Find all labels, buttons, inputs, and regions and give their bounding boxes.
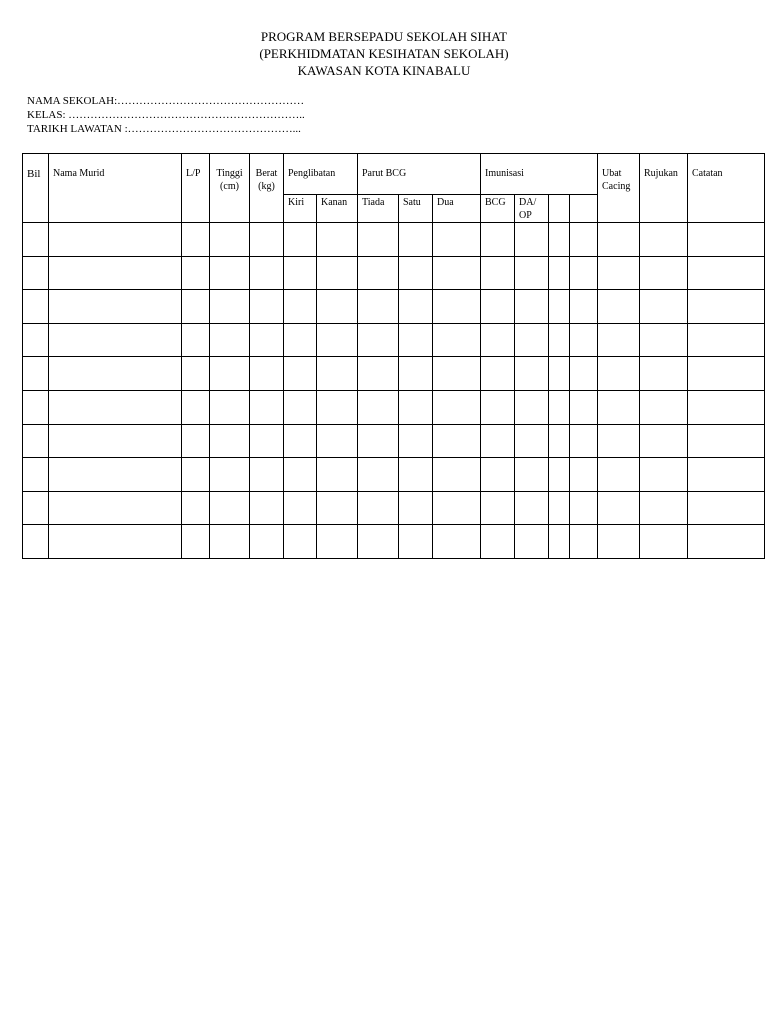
table-cell[interactable] — [210, 390, 250, 424]
header-penglibatan: Penglibatan — [284, 154, 358, 195]
subheader-blank-2 — [570, 195, 598, 223]
table-cell[interactable] — [23, 357, 49, 391]
table-cell[interactable] — [549, 525, 570, 559]
header-bil: Bil — [23, 154, 49, 223]
table-cell[interactable] — [182, 323, 210, 357]
table-cell[interactable] — [358, 390, 399, 424]
table-cell[interactable] — [250, 256, 284, 290]
subheader-dua: Dua — [433, 195, 481, 223]
table-cell[interactable] — [640, 357, 688, 391]
table-cell[interactable] — [688, 290, 765, 324]
table-cell[interactable] — [688, 424, 765, 458]
table-cell[interactable] — [317, 424, 358, 458]
title-line-2: (PERKHIDMATAN KESIHATAN SEKOLAH) — [259, 46, 509, 61]
table-cell[interactable] — [358, 525, 399, 559]
table-cell[interactable] — [481, 357, 515, 391]
table-cell[interactable] — [549, 491, 570, 525]
table-cell[interactable] — [284, 290, 317, 324]
table-cell[interactable] — [549, 290, 570, 324]
table-cell[interactable] — [640, 390, 688, 424]
table-cell[interactable] — [481, 424, 515, 458]
table-cell[interactable] — [358, 491, 399, 525]
subheader-kiri: Kiri — [284, 195, 317, 223]
table-cell[interactable] — [598, 223, 640, 257]
table-cell[interactable] — [515, 525, 549, 559]
table-cell[interactable] — [570, 390, 598, 424]
table-cell[interactable] — [317, 491, 358, 525]
table-cell[interactable] — [284, 256, 317, 290]
table-cell[interactable] — [549, 357, 570, 391]
header-imunisasi: Imunisasi — [481, 154, 598, 195]
table-cell[interactable] — [433, 525, 481, 559]
table-cell[interactable] — [688, 525, 765, 559]
table-cell[interactable] — [284, 323, 317, 357]
table-cell[interactable] — [317, 390, 358, 424]
table-cell[interactable] — [358, 256, 399, 290]
table-cell[interactable] — [433, 424, 481, 458]
table-cell[interactable] — [598, 323, 640, 357]
table-row — [23, 223, 765, 257]
nama-sekolah-field[interactable]: NAMA SEKOLAH:…………………………………………… — [27, 95, 305, 107]
table-cell[interactable] — [515, 290, 549, 324]
title-line-3: KAWASAN KOTA KINABALU — [297, 63, 471, 78]
table-cell[interactable] — [433, 223, 481, 257]
table-cell[interactable] — [598, 256, 640, 290]
table-cell[interactable] — [688, 357, 765, 391]
table-cell[interactable] — [549, 458, 570, 492]
header-lp: L/P — [182, 154, 210, 223]
table-cell[interactable] — [284, 424, 317, 458]
table-cell[interactable] — [640, 323, 688, 357]
subheader-kanan: Kanan — [317, 195, 358, 223]
table-cell[interactable] — [598, 290, 640, 324]
table-cell[interactable] — [210, 256, 250, 290]
table-cell[interactable] — [688, 256, 765, 290]
table-body — [23, 223, 765, 559]
table-cell[interactable] — [640, 491, 688, 525]
header-berat: Berat (kg) — [250, 154, 284, 223]
table-cell[interactable] — [481, 525, 515, 559]
table-cell[interactable] — [640, 290, 688, 324]
table-cell[interactable] — [433, 256, 481, 290]
table-cell[interactable] — [358, 357, 399, 391]
table-cell[interactable] — [284, 491, 317, 525]
table-cell[interactable] — [399, 357, 433, 391]
table-cell[interactable] — [598, 424, 640, 458]
table-cell[interactable] — [570, 323, 598, 357]
table-cell[interactable] — [182, 390, 210, 424]
table-cell[interactable] — [23, 424, 49, 458]
table-cell[interactable] — [250, 290, 284, 324]
table-cell[interactable] — [515, 424, 549, 458]
table-cell[interactable] — [210, 424, 250, 458]
table-cell[interactable] — [433, 491, 481, 525]
table-cell[interactable] — [210, 323, 250, 357]
table-cell[interactable] — [515, 256, 549, 290]
table-cell[interactable] — [182, 424, 210, 458]
kelas-field[interactable]: KELAS: ……………………………………………………….. — [27, 109, 305, 121]
subheader-satu: Satu — [399, 195, 433, 223]
table-cell[interactable] — [399, 256, 433, 290]
table-cell[interactable] — [23, 491, 49, 525]
table-row — [23, 491, 765, 525]
table-cell[interactable] — [688, 458, 765, 492]
table-cell[interactable] — [481, 256, 515, 290]
table-cell[interactable] — [182, 525, 210, 559]
table-cell[interactable] — [23, 458, 49, 492]
table-cell[interactable] — [317, 458, 358, 492]
table-cell[interactable] — [640, 458, 688, 492]
table-cell[interactable] — [182, 491, 210, 525]
table-cell[interactable] — [688, 390, 765, 424]
table-cell[interactable] — [182, 357, 210, 391]
table-cell[interactable] — [399, 390, 433, 424]
table-cell[interactable] — [49, 525, 182, 559]
table-cell[interactable] — [570, 223, 598, 257]
table-cell[interactable] — [640, 256, 688, 290]
table-cell[interactable] — [23, 256, 49, 290]
table-cell[interactable] — [182, 458, 210, 492]
table-row — [23, 390, 765, 424]
table-cell[interactable] — [598, 458, 640, 492]
table-cell[interactable] — [23, 525, 49, 559]
table-cell[interactable] — [210, 357, 250, 391]
header-parut-bcg: Parut BCG — [358, 154, 481, 195]
table-cell[interactable] — [570, 256, 598, 290]
table-cell[interactable] — [358, 458, 399, 492]
header-nama-murid: Nama Murid — [49, 154, 182, 223]
table-cell[interactable] — [570, 290, 598, 324]
table-cell[interactable] — [250, 424, 284, 458]
header-catatan: Catatan — [688, 154, 765, 223]
table-row — [23, 424, 765, 458]
table-cell[interactable] — [358, 424, 399, 458]
table-cell[interactable] — [23, 223, 49, 257]
table-cell[interactable] — [250, 390, 284, 424]
header-ubat-cacing: Ubat Cacing — [598, 154, 640, 223]
table-cell[interactable] — [481, 323, 515, 357]
table-cell[interactable] — [49, 357, 182, 391]
title-line-1: PROGRAM BERSEPADU SEKOLAH SIHAT — [260, 29, 508, 44]
header-rujukan: Rujukan — [640, 154, 688, 223]
table-cell[interactable] — [23, 323, 49, 357]
header-tinggi: Tinggi (cm) — [210, 154, 250, 223]
table-cell[interactable] — [317, 290, 358, 324]
table-cell[interactable] — [399, 323, 433, 357]
table-cell[interactable] — [481, 491, 515, 525]
table-cell[interactable] — [49, 491, 182, 525]
table-row — [23, 357, 765, 391]
table-cell[interactable] — [182, 256, 210, 290]
table-cell[interactable] — [481, 390, 515, 424]
tarikh-lawatan-field[interactable]: TARIKH LAWATAN :………………………………………... — [27, 123, 301, 135]
table-cell[interactable] — [317, 357, 358, 391]
table-row — [23, 256, 765, 290]
table-cell[interactable] — [688, 223, 765, 257]
table-cell[interactable] — [284, 525, 317, 559]
table-cell[interactable] — [640, 223, 688, 257]
table-cell[interactable] — [182, 223, 210, 257]
table-cell[interactable] — [598, 525, 640, 559]
table-cell[interactable] — [570, 357, 598, 391]
table-cell[interactable] — [549, 424, 570, 458]
table-cell[interactable] — [358, 223, 399, 257]
table-cell[interactable] — [570, 491, 598, 525]
table-row — [23, 323, 765, 357]
table-cell[interactable] — [210, 458, 250, 492]
table-cell[interactable] — [515, 223, 549, 257]
table-cell[interactable] — [640, 525, 688, 559]
table-cell[interactable] — [49, 223, 182, 257]
table-cell[interactable] — [250, 323, 284, 357]
table-cell[interactable] — [317, 525, 358, 559]
table-cell[interactable] — [515, 458, 549, 492]
table-cell[interactable] — [23, 290, 49, 324]
table-cell[interactable] — [515, 491, 549, 525]
table-cell[interactable] — [481, 223, 515, 257]
table-cell[interactable] — [598, 357, 640, 391]
table-cell[interactable] — [433, 323, 481, 357]
table-cell[interactable] — [549, 256, 570, 290]
table-cell[interactable] — [570, 525, 598, 559]
table-cell[interactable] — [210, 290, 250, 324]
table-cell[interactable] — [433, 458, 481, 492]
table-cell[interactable] — [640, 424, 688, 458]
table-cell[interactable] — [358, 323, 399, 357]
table-cell[interactable] — [284, 458, 317, 492]
table-cell[interactable] — [399, 424, 433, 458]
table-cell[interactable] — [49, 323, 182, 357]
table-cell[interactable] — [250, 525, 284, 559]
table-cell[interactable] — [399, 491, 433, 525]
table-cell[interactable] — [49, 458, 182, 492]
table-cell[interactable] — [210, 491, 250, 525]
table-cell[interactable] — [688, 323, 765, 357]
table-cell[interactable] — [250, 357, 284, 391]
table-cell[interactable] — [399, 290, 433, 324]
table-cell[interactable] — [570, 424, 598, 458]
table-cell[interactable] — [49, 424, 182, 458]
table-cell[interactable] — [515, 390, 549, 424]
subheader-da-op: DA/ OP — [515, 195, 549, 223]
table-cell[interactable] — [210, 223, 250, 257]
subheader-bcg: BCG — [481, 195, 515, 223]
table-cell[interactable] — [358, 290, 399, 324]
table-cell[interactable] — [284, 223, 317, 257]
table-cell[interactable] — [433, 390, 481, 424]
table-cell[interactable] — [515, 323, 549, 357]
table-cell[interactable] — [182, 290, 210, 324]
table-cell[interactable] — [49, 290, 182, 324]
table-cell[interactable] — [210, 525, 250, 559]
table-cell[interactable] — [481, 290, 515, 324]
table-cell[interactable] — [549, 390, 570, 424]
table-row — [23, 525, 765, 559]
table-cell[interactable] — [399, 525, 433, 559]
table-cell[interactable] — [399, 458, 433, 492]
table-cell[interactable] — [49, 256, 182, 290]
table-cell[interactable] — [570, 458, 598, 492]
table-cell[interactable] — [549, 323, 570, 357]
subheader-blank-1 — [549, 195, 570, 223]
table-cell[interactable] — [481, 458, 515, 492]
table-row — [23, 458, 765, 492]
table-cell[interactable] — [250, 491, 284, 525]
table-cell[interactable] — [317, 223, 358, 257]
table-cell[interactable] — [549, 223, 570, 257]
table-cell[interactable] — [284, 357, 317, 391]
health-record-table — [22, 153, 765, 559]
table-cell[interactable] — [250, 223, 284, 257]
table-cell[interactable] — [598, 390, 640, 424]
table-cell[interactable] — [515, 357, 549, 391]
table-cell[interactable] — [598, 491, 640, 525]
form-title — [0, 28, 768, 79]
table-header — [23, 154, 765, 223]
table-cell[interactable] — [317, 323, 358, 357]
table-cell[interactable] — [688, 491, 765, 525]
table-cell[interactable] — [23, 390, 49, 424]
table-cell[interactable] — [317, 256, 358, 290]
table-cell[interactable] — [250, 458, 284, 492]
subheader-tiada: Tiada — [358, 195, 399, 223]
table-cell[interactable] — [433, 290, 481, 324]
school-info — [27, 94, 305, 136]
table-row — [23, 290, 765, 324]
table-cell[interactable] — [433, 357, 481, 391]
table-cell[interactable] — [49, 390, 182, 424]
table-cell[interactable] — [399, 223, 433, 257]
table-cell[interactable] — [284, 390, 317, 424]
